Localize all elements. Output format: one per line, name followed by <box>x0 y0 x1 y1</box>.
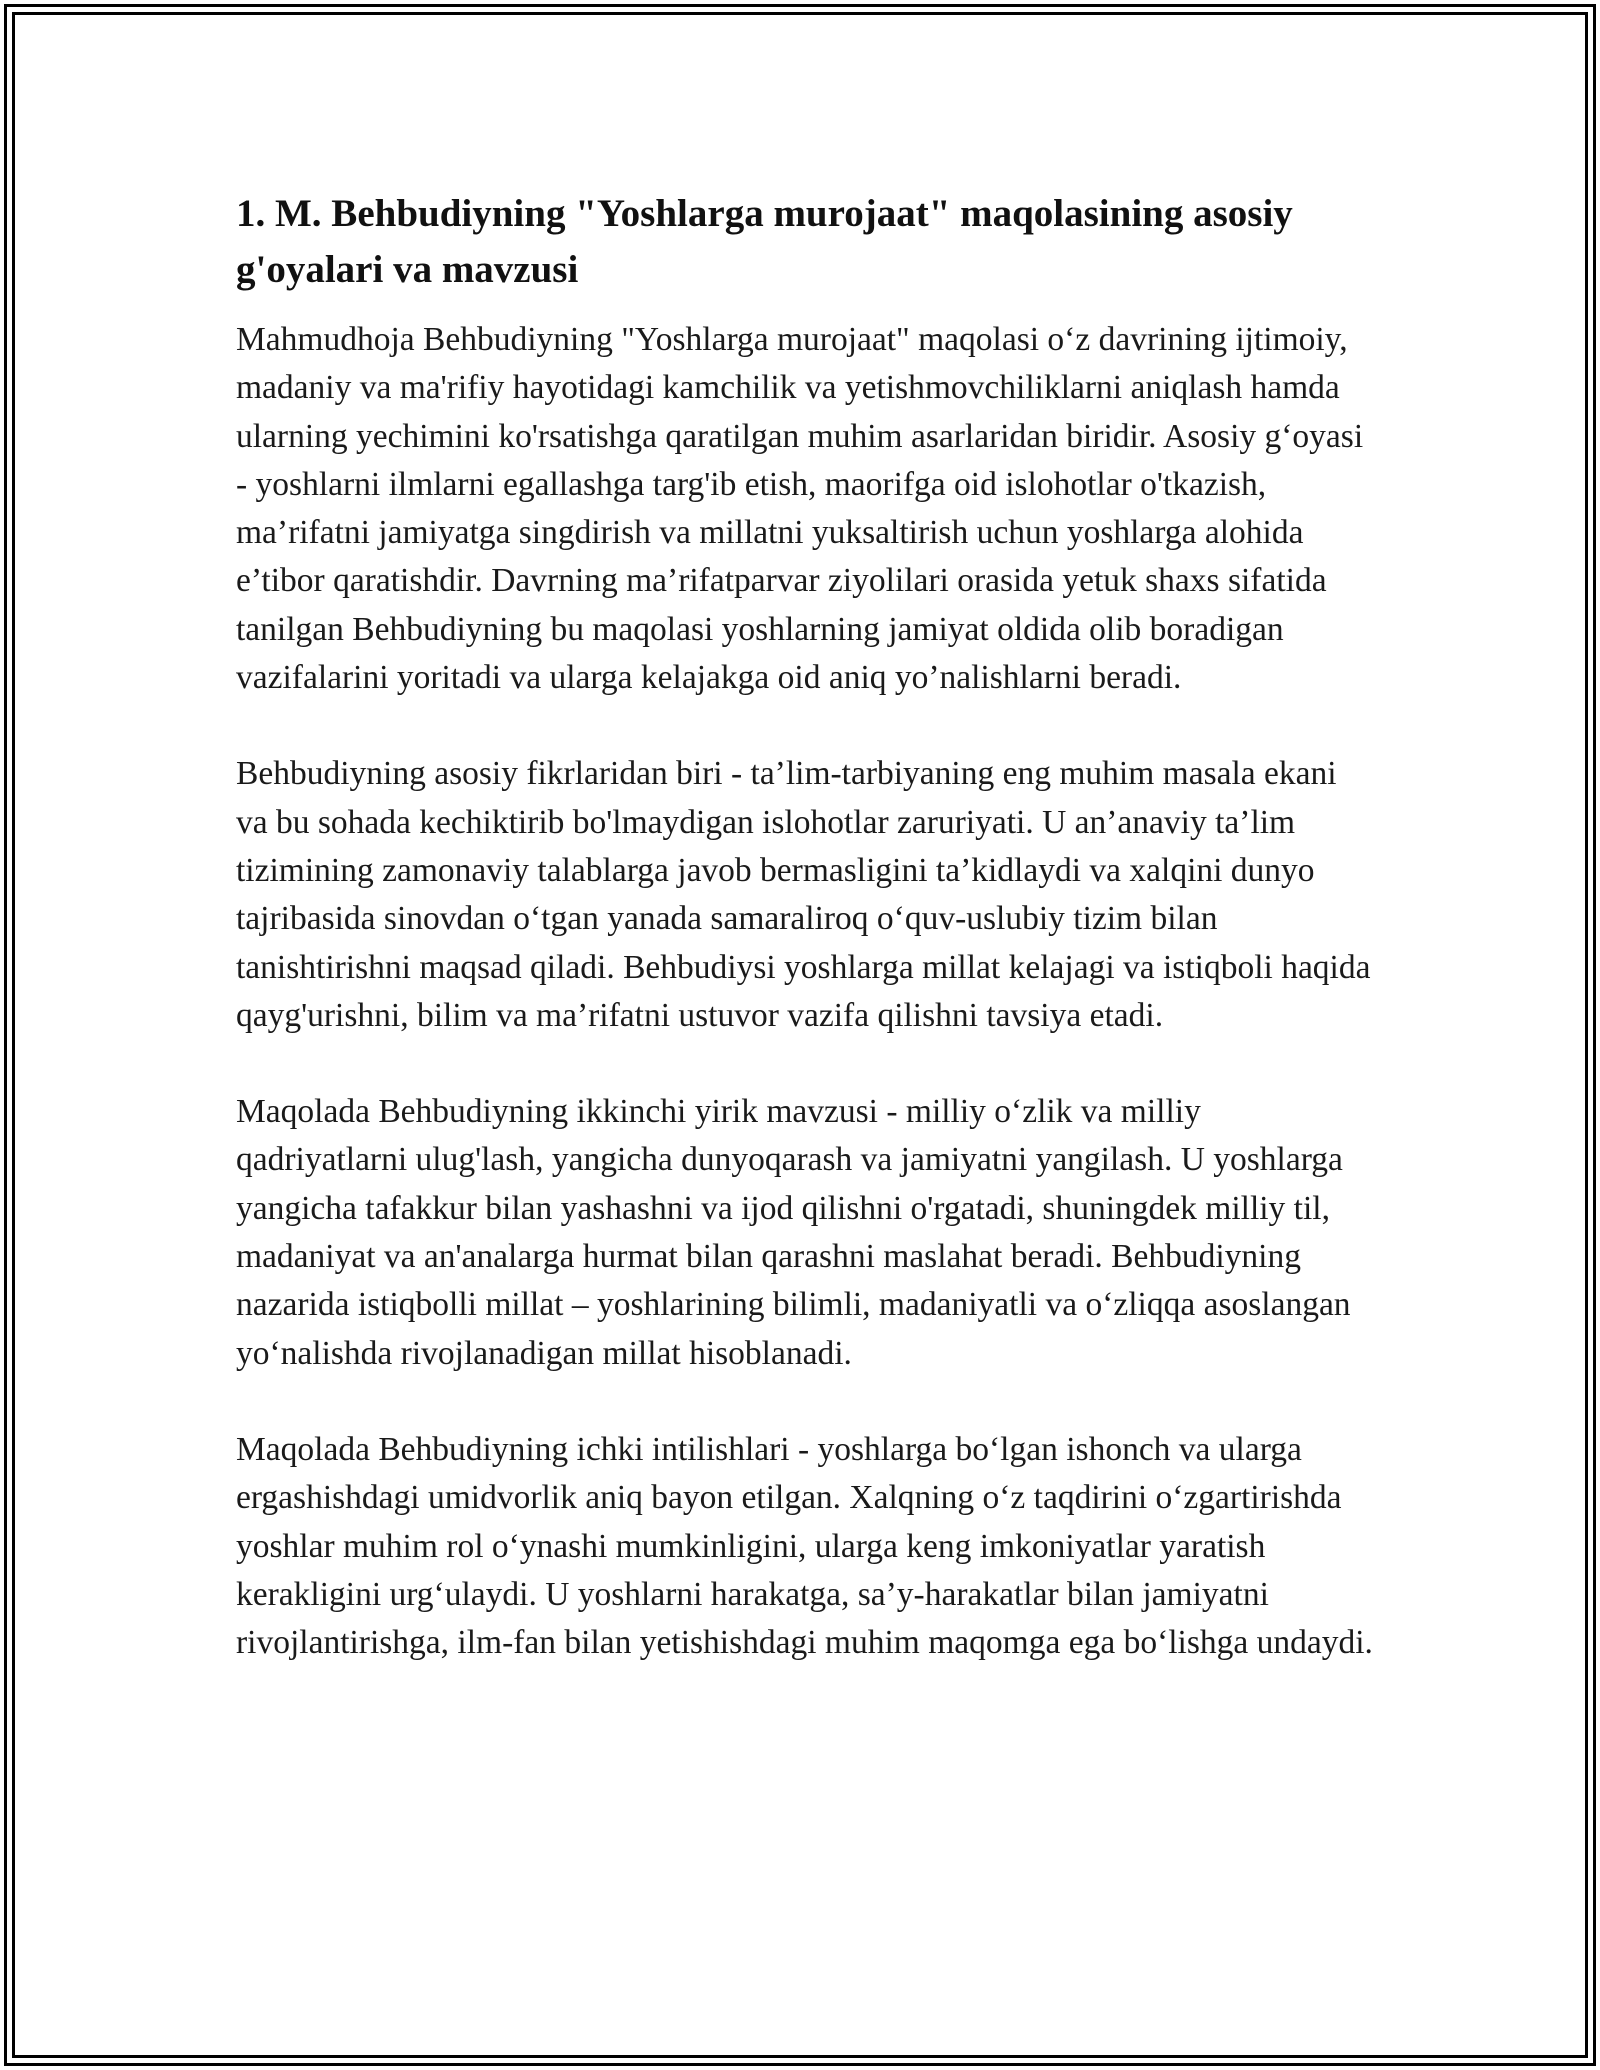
paragraph-3: Maqolada Behbudiyning ikkinchi yirik mavzusi - milliy o‘zlik va milliy qadriyatlarni ulug'lash, yangicha dunyoqarash va jamiyatni yangilash. U yoshlarga yangicha tafakkur bilan yashashni va ijod qilishni o'rgatadi, shuningdek milliy til, madaniyat va an'analarga hurmat bilan qarashni maslahat beradi. Behbudiyning nazarida istiqbolli millat – yoshlarining bilimli, madaniyatli va o‘zliqqa asoslangan yo‘nalishda rivojlanadigan millat hisoblanadi. <box>236 1093 1351 1372</box>
paragraph-4: Maqolada Behbudiyning ichki intilishlari - yoshlarga bo‘lgan ishonch va ularga ergashishdagi umidvorlik aniq bayon etilgan. Xalqning o‘z taqdirini o‘zgartirishda yoshlar muhim rol o‘ynashi mumkinligini, ularga keng imkoniyatlar yaratish kerakligini urg‘ulaydi. U yoshlarni harakatga, sa’y-harakatlar bilan jamiyatni rivojlantirishga, ilm-fan bilan yetishishdagi muhim maqomga ega bo‘lishga undaydi. <box>236 1430 1373 1662</box>
document-heading: 1. M. Behbudiyning "Yoshlarga murojaat" maqolasining asosiy g'oyalari va mavzusi <box>236 192 1293 291</box>
paragraph-2: Behbudiyning asosiy fikrlaridan biri - ta’lim-tarbiyaning eng muhim masala ekani va bu sohada kechiktirib bo'lmaydigan islohotlar zaruriyati. U an’anaviy ta’lim tizimining zamonaviy talablarga javob bermasligini ta’kidlaydi va xalqini dunyo tajribasida sinovdan o‘tgan yanada samaraliroq o‘quv-uslubiy tizim bilan tanishtirishni maqsad qiladi. Behbudiysi yoshlarga millat kelajagi va istiqboli haqida qayg'urishni, bilim va ma’rifatni ustuvor vazifa qilishni tavsiya etadi. <box>236 755 1371 1034</box>
document-body <box>236 186 1376 1715</box>
paragraph-1: Mahmudhoja Behbudiyning "Yoshlarga murojaat" maqolasi o‘z davrining ijtimoiy, madaniy va ma'rifiy hayotidagi kamchilik va yetishmovchiliklarni aniqlash hamda ularning yechimini ko'rsatishga qaratilgan muhim asarlaridan biridir. Asosiy g‘oyasi - yoshlarni ilmlarni egallashga targ'ib etish, maorifga oid islohotlar o'tkazish, ma’rifatni jamiyatga singdirish va millatni yuksaltirish uchun yoshlarga alohida e’tibor qaratishdir. Davrning ma’rifatparvar ziyolilari orasida yetuk shaxs sifatida tanilgan Behbudiyning bu maqolasi yoshlarning jamiyat oldida olib boradigan vazifalarini yoritadi va ularga kelajakga oid aniq yo’nalishlarni beradi. <box>236 321 1364 697</box>
